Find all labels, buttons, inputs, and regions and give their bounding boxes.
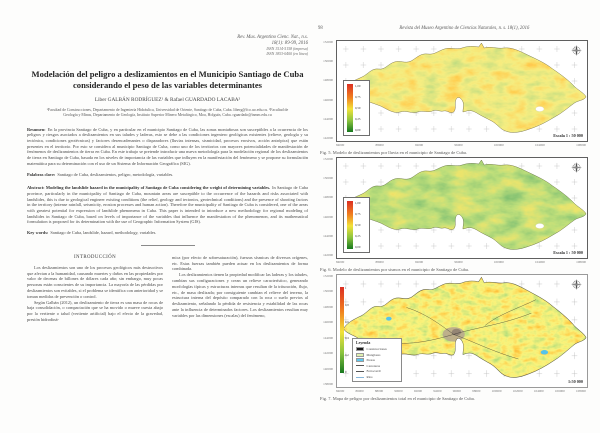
legend-label: Carreteras (366, 363, 381, 368)
abstract-paragraph (27, 185, 308, 225)
journal-ref-line: Rev. Mus. Argentino Cienc. Nat., n.s. (237, 35, 308, 40)
journal-issn (27, 47, 308, 57)
ramp-value: 1,00 (355, 201, 361, 205)
running-head-text: Revista del Museo Argentino de Ciencias Naturales, n. s. 18(1), 2016 (399, 26, 530, 31)
right-page (310, 0, 600, 433)
tick-label: 96000 (454, 260, 463, 264)
color-ramp (347, 201, 353, 249)
tick-label: 150000 (323, 59, 333, 64)
tick-label: 138000 (323, 381, 333, 386)
legend-item (356, 358, 398, 362)
column-left-paragraphs (27, 265, 163, 323)
tick-label: 96000 (454, 143, 463, 147)
figure5-y-axis-labels (320, 40, 335, 140)
legend-item (356, 347, 398, 351)
issn-line: ISSN 1853-0400 (en línea) (266, 52, 308, 56)
tick-label: 88000 (375, 143, 384, 147)
ramp-value: 0,00 (355, 245, 361, 249)
resumen-text: En la provincia Santiago de Cuba, y en particular en el municipio Santiago de Cuba, las zonas montañosas son susceptibles a la ocurrencia de los peligros y riesgos asociados a deslizamientos en sus taludes y laderas, esto se debe a las condiciones ingeniero geológicas existentes (relieve, geología y su tectónica, condiciones geotécnicas) y factores desencadenantes o disparadores (lluvias intensas, sismicidad, procesos erosivos, acción antrópica) que están presentes en el territorio. Por esto se considera al municipio Santiago de Cuba, como uno de los territorios con mayores potencialidades de manifestación de fenómenos de deslizamientos de tierra en Cuba. En este trabajo se pretende introducir una nueva metodología para la modelación regional de los deslizamientos de tierra en Santiago de Cuba, basada en los niveles de importancia de las variables que influyen en la manifestación del fenómeno y se propone su formulación matemática para su determinación con el uso de un Sistema de Información Geográfica (SIG). (27, 126, 308, 166)
tick-label: 148000 (323, 195, 333, 200)
ramp-value: 0,6 (345, 319, 349, 324)
journal-reference-main (27, 35, 308, 47)
tick-label: 104000 (534, 143, 545, 147)
tick-label: 108000 (576, 260, 586, 264)
tick-label: 84000 (336, 260, 345, 264)
tick-label: 102000 (512, 389, 523, 393)
figure7-ramp-values (345, 286, 349, 374)
figure7-scale-label: 1:50 000 (567, 379, 583, 384)
ramp-value: 0,00 (355, 128, 361, 132)
figure5-map-frame (336, 40, 588, 142)
tick-label: 146000 (323, 320, 333, 325)
palabras-clave-line (27, 172, 308, 178)
figure-5 (320, 40, 590, 155)
figure6-x-axis-labels (336, 260, 586, 264)
tick-label: 100000 (493, 260, 504, 264)
legend-swatch (356, 371, 364, 372)
tick-label: 98000 (472, 389, 481, 393)
resumen-label: Resumen: (27, 126, 46, 132)
tick-label: 88000 (375, 260, 384, 264)
tick-label: 142000 (323, 135, 333, 140)
issn-line: ISSN 1514-5158 (impresa) (266, 47, 308, 51)
tick-label: 152000 (323, 274, 333, 278)
paper-title: Modelación del peligro a deslizamientos en el Municipio Santiago de Cuba considerando el peso de las variables determinantes (31, 69, 304, 90)
legend-swatch (356, 353, 364, 357)
legend-item (356, 353, 398, 357)
running-header (318, 26, 594, 31)
tick-label: 152000 (323, 157, 333, 161)
tick-label: 84000 (336, 143, 345, 147)
tick-label: 152000 (323, 40, 333, 44)
legend-items (356, 347, 398, 379)
body-column-right (172, 255, 308, 323)
legend-item (356, 369, 398, 373)
ramp-value: 0,2 (345, 353, 349, 358)
figure7-x-axis-labels (336, 389, 586, 393)
figure6-y-axis-labels (320, 157, 335, 257)
ramp-value: 0,50 (355, 223, 361, 227)
figure7-caption: Fig. 7. Mapa de peligro por deslizamientos total en el municipio de Santiago de Cuba. (320, 396, 475, 401)
tick-label: 90000 (394, 389, 403, 393)
compass-rose-icon (570, 44, 583, 57)
ramp-value: 0 (345, 369, 347, 374)
figure5-color-scale (343, 80, 370, 136)
tick-label: 108000 (576, 143, 586, 147)
keywords-label: Key words: (27, 230, 49, 236)
body-paragraph: Según Galbán (2012), un deslizamiento de tierra es una masa de rocas de baja consolidación, o compactación que se ha movido o mueve cuesta abajo por la vertiente o talud (vertiente artificial) bajo el efecto de la gravedad, presión hidrodiná- (27, 299, 163, 323)
tick-label: 92000 (414, 260, 424, 264)
figure5-scale-label: Escala 1 : 50 000 (553, 133, 583, 138)
tick-label: 150000 (323, 289, 333, 294)
figure6-color-scale (343, 197, 370, 253)
tick-label: 94000 (433, 389, 442, 393)
legend-swatch (356, 365, 364, 366)
tick-label: 144000 (323, 335, 333, 340)
color-ramp-values (355, 84, 360, 132)
tick-label: 150000 (323, 176, 333, 181)
ramp-value: 0,25 (355, 234, 361, 238)
legend-swatch (356, 347, 364, 351)
tick-label: 100000 (491, 389, 502, 393)
figure7-legend (352, 338, 402, 382)
legend-title: Leyenda (356, 341, 371, 346)
resumen-paragraph (27, 127, 308, 167)
authors-line: Liber GALBÁN RODRÍGUEZ¹ & Rafael GUARDADO LACABA² (94, 97, 241, 104)
ramp-value: 1 (345, 286, 347, 290)
legend-label: Ríos (366, 375, 373, 379)
legend-swatch (356, 358, 364, 362)
figure6-caption: Fig. 6. Modelo de deslizamientos por sismos en el municipio de Santiago de Cuba. (320, 267, 469, 272)
figure6-map-frame (336, 157, 588, 259)
compass-rose-icon (570, 278, 583, 291)
legend-item (356, 375, 398, 379)
tick-label: 142000 (323, 252, 333, 257)
ramp-value: 0,50 (355, 106, 361, 110)
journal-reference (27, 35, 308, 57)
tick-label: 144000 (323, 233, 333, 238)
ramp-value: 0,75 (355, 95, 361, 99)
section-divider (141, 245, 195, 246)
tick-label: 148000 (323, 78, 333, 83)
ramp-value: 0,25 (355, 117, 361, 121)
tick-label: 86000 (355, 389, 364, 393)
figure5-caption: Fig. 5. Modelo de deslizamientos por lluvia en el municipio de Santiago de Cuba. (320, 150, 467, 155)
figure6-scale-label: Escala 1 : 50 000 (553, 250, 583, 255)
tick-label: 92000 (414, 143, 424, 147)
ramp-value: 1,00 (355, 84, 361, 88)
introduction-heading: INTRODUCCIÓN (73, 254, 117, 260)
ramp-value: 0,8 (345, 302, 349, 307)
legend-label: Manglares (366, 352, 381, 357)
color-ramp-values (355, 201, 360, 249)
legend-label: Ferrocarril (366, 369, 381, 374)
tick-label: 104000 (533, 389, 544, 393)
figure7-map-frame (336, 274, 588, 388)
keywords-line (27, 230, 308, 236)
tick-label: 142000 (323, 351, 333, 356)
tick-label: 96000 (452, 389, 461, 393)
figure7-y-axis-labels (320, 274, 335, 386)
figure7-color-ramp (340, 287, 344, 373)
figure5-x-axis-labels (336, 143, 586, 147)
tick-label: 146000 (323, 214, 333, 219)
abstract-text: In Santiago de Cuba province, particularly in the municipality of Santiago de Cuba, mountain areas are susceptible to the occurrence of the hazards and risks associated with landslides, this is due to geological engineer existing conditions (the relief, geology and tectonics, geotechnical conditions) and the presence of shooting factors in the territory (intense rainfall, seismicity, erosion processes and human action). Therefore the municipality of Santiago de Cuba is considered, one of the areas with greatest potential for expression of landslide phenomena in Cuba. This paper is intended to introduce a new methodology for regional modeling of landslides in Santiago de Cuba, based on levels of importance of the variables that influence the manifestation of the phenomenon, and its mathematical formulation is proposed for its determination with the use of Geographic Information System (GIS). (27, 185, 308, 225)
palabras-clave-text: Santiago de Cuba, deslizamientos, peligro, metodología, variables. (57, 171, 174, 177)
tick-label: 144000 (323, 116, 333, 121)
rain-landslide-map (337, 41, 587, 141)
tick-label: 106000 (554, 389, 565, 393)
affiliations: ¹Facultad de Construcciones, Departamento de Ingeniería Hidráulica, Universidad de Oriente, Santiago de Cuba, Cuba. liberg@fco.uo.edu.cu. ²Facultad de Geología y Minas, Departamento de Geología, Instituto Superior Minero Metalúrgico, Moa, Holguín, Cuba. rguardado@ismm.edu.cu (46, 108, 289, 118)
figure-6 (320, 157, 590, 272)
body-column-left (27, 255, 163, 323)
tick-label: 84000 (336, 389, 345, 393)
body-paragraph: Los deslizamientos son uno de los procesos geológicos más destructivos que afectan a la humanidad, causando muertes y daños en las propiedades por valor de decenas de billones de dólares cada año; sin embargo, muy pocas personas están conscientes de su importancia. La mayoría de las pérdidas por deslizamientos son evitables, si el problema se identifica con anterioridad y se toman medidas de prevención o control. (27, 264, 163, 299)
tick-label: 140000 (323, 366, 333, 371)
compass-rose-icon (570, 161, 583, 174)
ramp-value: 0,75 (355, 212, 361, 216)
ramp-value: 0,4 (345, 336, 349, 341)
page-number: 98 (318, 26, 323, 31)
legend-item (356, 364, 398, 368)
tick-label: 148000 (323, 304, 333, 309)
figure-7 (320, 274, 592, 401)
tick-label: 146000 (323, 97, 333, 102)
legend-label: Construcciones (366, 347, 387, 352)
tick-label: 88000 (374, 389, 384, 393)
tick-label: 108000 (576, 389, 586, 393)
two-column-body (27, 255, 308, 323)
body-paragraph: Los deslizamientos tienen la propiedad modificar las laderas y los taludes, cambian sus configuraciones y crean un relieve característico, generando morfologías típicas y estructuras internas que resultan de la trituración, flujo, etc., de masa deslizada; por consiguiente cambian el relieve del terreno, la estructura interna del depósito comparado con la roca o suelo previos al deslizamiento, señalando la pérdida de resistencia y estabilidad de las rocas ante la influencia de determinados factores. Los deslizamientos resultan muy variables por las dimensiones (escalas) del fenómeno, (172, 272, 308, 318)
palabras-clave-label: Palabras clave: (27, 171, 56, 177)
color-ramp (347, 84, 353, 132)
keywords-text: Santiago de Cuba, landslide, hazard, methodology, variables. (50, 230, 157, 236)
tick-label: 104000 (534, 260, 545, 264)
legend-label: Presas (366, 358, 375, 363)
journal-ref-line: 18(1): 89-99, 2016 (271, 41, 308, 46)
body-paragraph: mica (por efecto de sobresaturación), fuerzas sísmicas de diversos orígenes, etc. Estas fuerzas también pueden actuar en los deslizamientos de forma combinada. (172, 254, 308, 272)
tick-label: 92000 (413, 389, 423, 393)
legend-swatch (356, 377, 364, 378)
abstract-label: Abstract: Modeling the landslide hazard in the municipality of Santiago de Cuba considering the weight of determining variables. (27, 185, 271, 191)
seismic-landslide-map (337, 158, 587, 258)
tick-label: 100000 (493, 143, 504, 147)
